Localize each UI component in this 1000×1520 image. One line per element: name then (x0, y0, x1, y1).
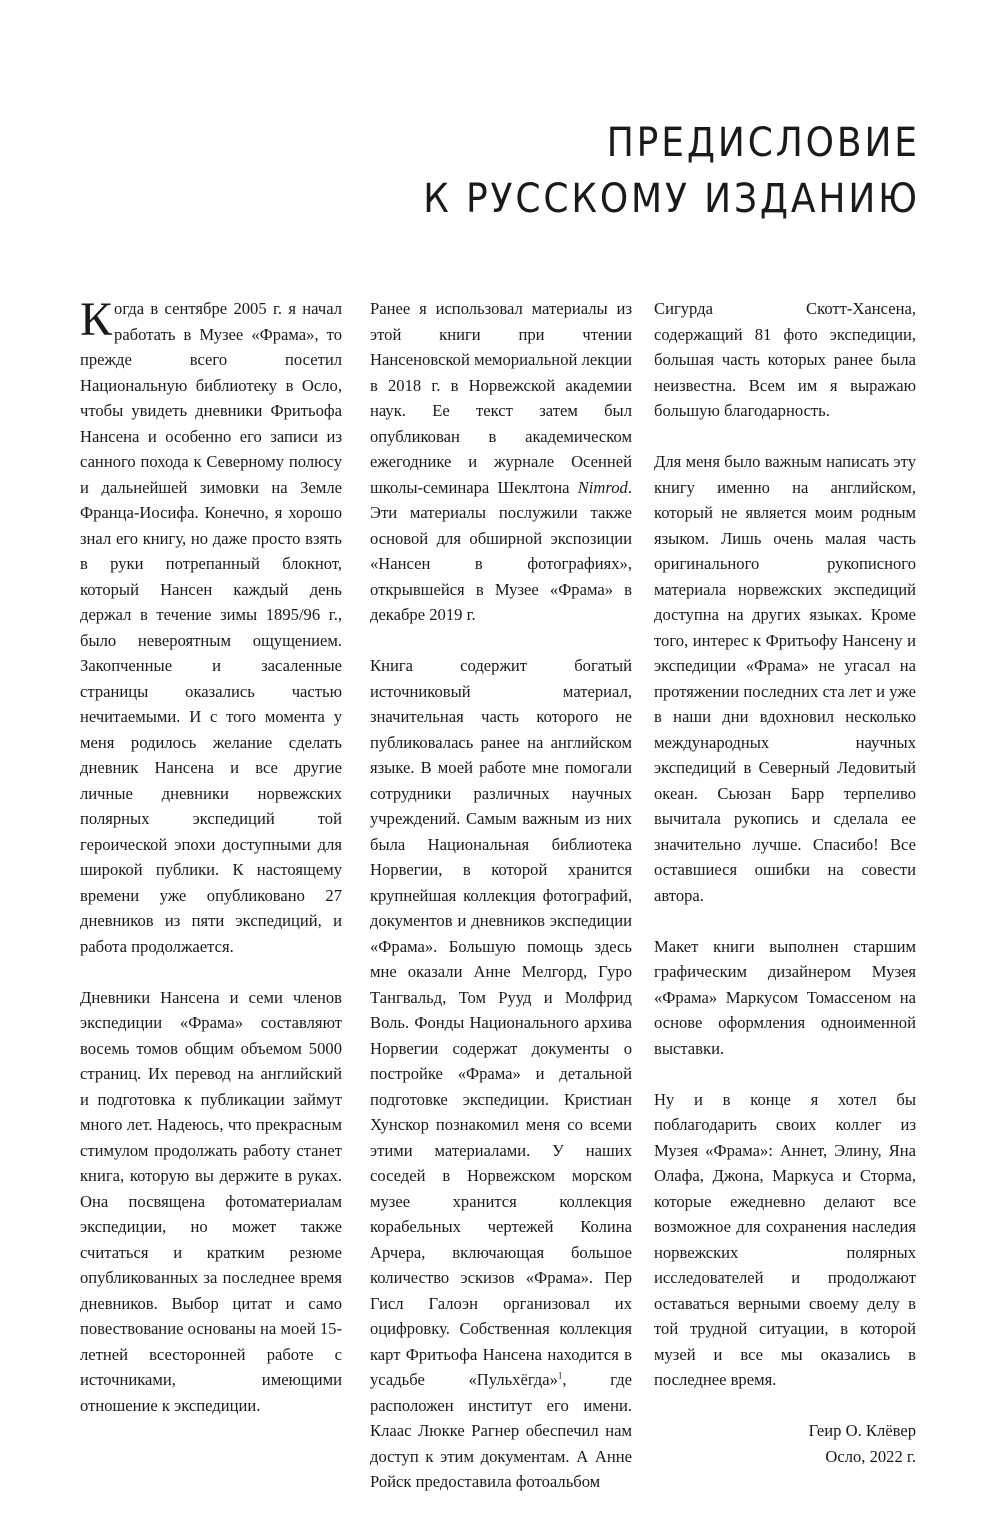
text-column-3 (654, 296, 916, 1469)
paragraph: Для меня было важным написать эту книгу именно на английском, который не является моим родным языком. Лишь очень малая часть оригинального рукописного материала норвежских экспедиций доступна на других языках. Кроме того, интерес к Фритьофу Нансену и экспедиции «Фрама» не угасал на протяжении последних ста лет и уже в наши дни вдохновил несколько международных научных экспедиций в Северный Ледовитый океан. Сьюзан Барр терпеливо вычитала рукопись и сделала ее значительно лучше. Спасибо! Все оставшиеся ошибки на совести автора. (654, 452, 916, 905)
paragraph-text: Ранее я использовал материалы из этой книги при чтении Нансеновской мемориальной лекции в 2018 г. в Норвежской академии наук. Ее текст затем был опубликован в академическом ежегоднике и журнале Осенней школы-семинара Шеклтона (370, 299, 632, 497)
footnote-marker[interactable]: 1 (557, 1370, 563, 1381)
paragraph-text: , где расположен институт его имени. Клаас Люкке Рагнер обеспечил нам доступ к этим документам. А Анне Ройск предоставила фотоальбом (370, 1370, 632, 1491)
drop-cap: К (80, 293, 113, 346)
paragraph (370, 653, 632, 1495)
signature (654, 1418, 916, 1469)
paragraph: Дневники Нансена и семи членов экспедиции «Фрама» составляют восемь томов общим объемом 5000 страниц. Их перевод на английский и подготовка к публикации займут много лет. Надеюсь, что прекрасным стимулом продолжать работу станет книга, которую вы держите в руках. Она посвящена фотоматериалам экспедиции, но может также считаться и кратким резюме опубликованных за последнее время дневников. Выбор цитат и само повествование основаны на моей 15-летней всесторонней работе с источниками, имеющими отношение к экспедиции. (80, 987, 342, 1415)
journal-title: Nimrod (577, 477, 628, 497)
paragraph-text: Книга содержит богатый источниковый материал, значительная часть которого не публиковалась ранее на английском языке. В моей работе мне помогали сотрудники различных научных учреждений. Самым важным из них была Национальная библиотека Норвегии, в которой хранится крупнейшая коллекция фотографий, документов и дневников экспедиции «Фрама». Большую помощь здесь мне оказали Анне Мелгорд, Гуро Тангвальд, Том Рууд и Молфрид Воль. Фонды Национального архива Норвегии содержат документы о постройке «Фрама» и детальной подготовке экспедиции. Кристиан Хунскор познакомил меня со всеми этими материалами. У наших соседей в Норвежском морском музее хранится коллекция корабельных чертежей Колина Арчера, включающая большое количество эскизов «Фрама». Пер Гисл Галоэн организовал их оцифровку. Собственная коллекция карт Фритьофа Нансена находится в усадьбе «Пульхёгда» (370, 656, 632, 1389)
text-column-2 (370, 296, 632, 1520)
signature-place-date: Осло, 2022 г. (825, 1446, 916, 1466)
text-column-1 (80, 293, 342, 1444)
paragraph (80, 293, 342, 959)
paragraph: Сигурда Скотт-Хансена, содержащий 81 фото экспедиции, большая часть которых ранее была неизвестна. Всем им я выражаю большую благодарность. (654, 299, 916, 420)
title-line-1: ПРЕДИСЛОВИЕ (606, 120, 920, 166)
paragraph-text: огда в сентябре 2005 г. я начал работать в Музее «Фрама», то прежде всего посетил Национальную библиотеку в Осло, чтобы увидеть дневники Фритьофа Нансена и особенно его записи из санного похода к Северному полюсу и дальнейшей зимовки на Земле Франца-Иосифа. Конечно, я хорошо знал его книгу, но даже просто взять в руки потрепанный блокнот, который Нансен каждый день держал в течение зимы 1895/96 г., было невероятным ощущением. Закопченные и засаленные страницы оказались частью нечитаемыми. И с того момента у меня родилось желание сделать дневник Нансена и все другие личные дневники норвежских полярных экспедиций той героической эпохи доступными для широкой публики. К настоящему времени уже опубликовано 27 дневников из пяти экспедиций, и работа продолжается. (80, 299, 342, 956)
paragraph: Ну и в конце я хотел бы поблагодарить своих коллег из Музея «Фрама»: Аннет, Элину, Яна Олафа, Джона, Маркуса и Сторма, которые ежедневно делают все возможное для сохранения наследия норвежских полярных исследователей и продолжают оставаться верными своему делу в той трудной ситуации, в которой музей и все мы оказались в последнее время. (654, 1089, 916, 1389)
signature-author: Геир О. Клёвер (808, 1421, 916, 1440)
paragraph (370, 296, 632, 628)
page-title (423, 115, 920, 227)
paragraph-text: . Эти материалы послужили также основой для обширной экспозиции «Нансен в фотографиях», открывшейся в Музее «Фрама» в декабре 2019 г. (370, 477, 632, 624)
paragraph: Макет книги выполнен старшим графическим дизайнером Музея «Фрама» Маркусом Томассеном на основе оформления одноименной выставки. (654, 936, 916, 1058)
title-line-2: К РУССКОМУ ИЗДАНИЮ (423, 176, 920, 222)
